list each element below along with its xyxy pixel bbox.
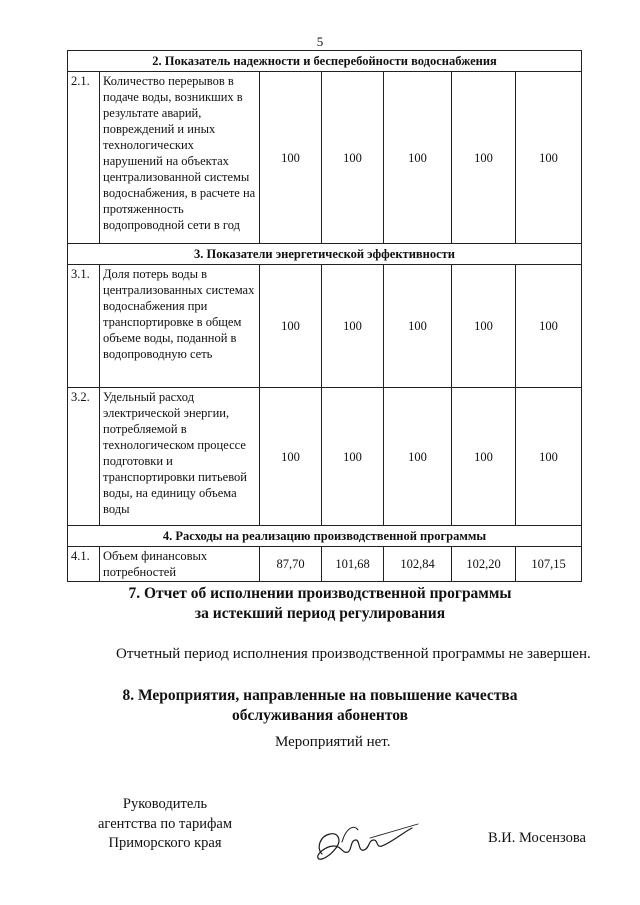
row-value: 100: [516, 388, 582, 526]
table-row: [68, 547, 582, 582]
section-8-heading: [0, 686, 640, 726]
row-value: 100: [260, 265, 322, 388]
signer-title-line: Приморского края: [108, 835, 222, 852]
row-value: 100: [260, 388, 322, 526]
row-value: 100: [452, 72, 516, 244]
heading-line: 8. Мероприятия, направленные на повышение качества: [122, 687, 518, 704]
row-value: 101,68: [322, 547, 384, 582]
signer-title-line: агентства по тарифам: [98, 815, 232, 832]
heading-line: 7. Отчет об исполнении производственной программы: [128, 585, 512, 602]
row-value: 100: [260, 72, 322, 244]
row-value: 100: [384, 72, 452, 244]
section-row: [68, 244, 582, 265]
heading-line: обслуживания абонентов: [232, 707, 408, 725]
section-7-heading: [0, 584, 640, 624]
section-row: [68, 51, 582, 72]
row-number: 3.2.: [68, 388, 100, 526]
section-7-text: Отчетный период исполнения производственной программы не завершен.: [116, 646, 591, 662]
row-value: 100: [452, 265, 516, 388]
table-row: [68, 72, 582, 244]
row-value: 100: [322, 72, 384, 244]
table-row: [68, 265, 582, 388]
row-label: Объем финансовых потребностей: [100, 547, 260, 582]
row-number: 4.1.: [68, 547, 100, 582]
section-8-text: Мероприятий нет.: [275, 734, 391, 750]
row-label: Удельный расход электрической энергии, потребляемой в технологическом процессе подготовки и транспортировки питьевой воды, на единицу объема воды: [100, 388, 260, 526]
signer-name: В.И. Мосензова: [488, 830, 586, 846]
row-value: 102,20: [452, 547, 516, 582]
section-row: [68, 526, 582, 547]
row-value: 100: [322, 388, 384, 526]
heading-line: за истекший период регулирования: [194, 605, 446, 623]
row-number: 3.1.: [68, 265, 100, 388]
section-title: 2. Показатель надежности и бесперебойности водоснабжения: [68, 51, 582, 72]
signer-title-line: Руководитель: [122, 796, 208, 812]
indicators-table: [67, 50, 582, 582]
handwritten-signature: [312, 818, 422, 870]
row-label: Количество перерывов в подаче воды, возникших в результате аварий, повреждений и иных технологических нарушений на объектах централизованной системы водоснабжения, в расчете на протяженность водопроводной сети в год: [100, 72, 260, 244]
row-value: 102,84: [384, 547, 452, 582]
row-value: 100: [384, 388, 452, 526]
section-title: 4. Расходы на реализацию производственной программы: [68, 526, 582, 547]
row-number: 2.1.: [68, 72, 100, 244]
signer-title: [80, 795, 250, 854]
page-number: 5: [316, 34, 324, 49]
row-label: Доля потерь воды в централизованных системах водоснабжения при транспортировке в общем объеме воды, поданной в водопроводную сеть: [100, 265, 260, 388]
row-value: 107,15: [516, 547, 582, 582]
row-value: 100: [384, 265, 452, 388]
table-row: [68, 388, 582, 526]
row-value: 87,70: [260, 547, 322, 582]
row-value: 100: [516, 265, 582, 388]
row-value: 100: [322, 265, 384, 388]
section-title: 3. Показатели энергетической эффективности: [68, 244, 582, 265]
row-value: 100: [516, 72, 582, 244]
row-value: 100: [452, 388, 516, 526]
